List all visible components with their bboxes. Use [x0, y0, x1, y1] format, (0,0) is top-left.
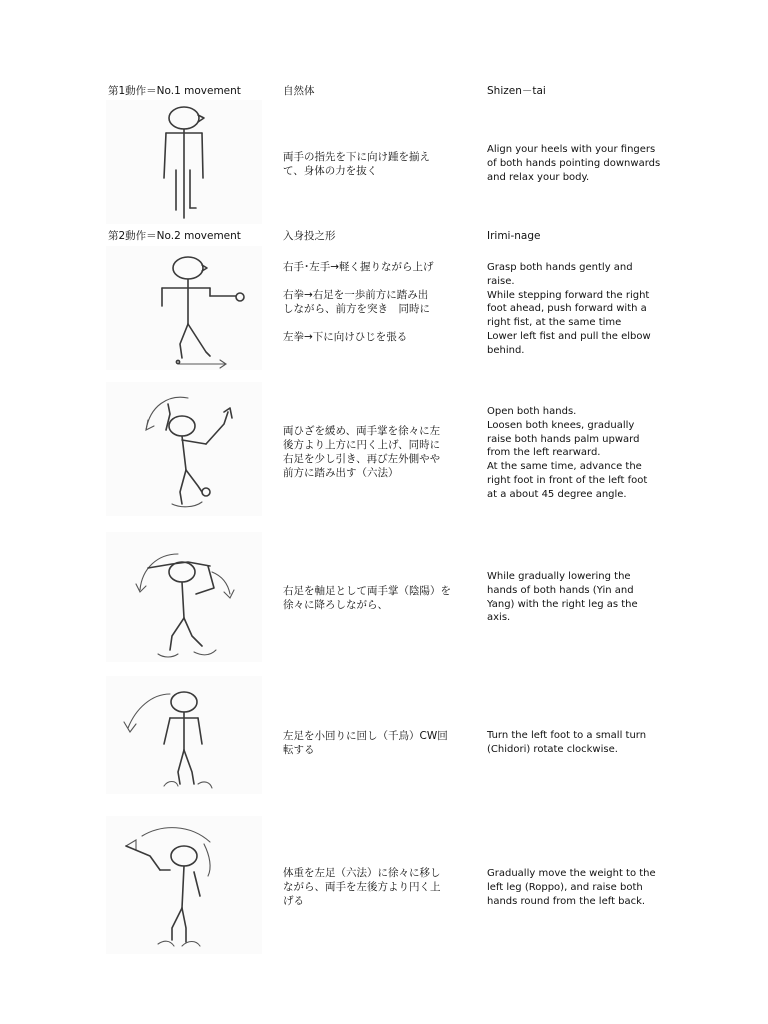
step-3-jp-text: 両ひざを緩め、両手掌を徐々に左 後方より上方に円く上げ、同時に 右足を少し引き、再び左外側やや 前方に踏み出す（六法）: [283, 425, 441, 479]
step-4-jp-text: 右足を軸足として両手掌（陰陽）を 徐々に降ろしながら、: [283, 585, 451, 611]
stick-figure-standing: [106, 100, 262, 224]
step-2-jp-group-2: 右拳→右足を一歩前方に踏み出 しながら、前方を突き 同時に: [283, 289, 430, 315]
stick-figure-raise-hands: [106, 382, 262, 516]
step-2-figure: [106, 246, 262, 370]
step-2-en-text: Grasp both hands gently and raise. While stepping forward the right foot ahead, push forward with a right fist, at the same time Lower left fist and pull the elbow behind.: [487, 262, 651, 356]
step-6-jp-text: 体重を左足（六法）に徐々に移し ながら、両手を左後方より円く上 げる: [283, 867, 441, 907]
step-2-jp-group-3: 左拳→下に向けひじを張る: [283, 331, 408, 343]
stick-figure-lowering-hands: [106, 532, 262, 662]
step-1-en-text: Align your heels with your fingers of both hands pointing downwards and relax your body.: [487, 144, 661, 183]
stick-figure-weight-shift: [106, 816, 262, 954]
step-5-figure: [106, 676, 262, 794]
step-4-figure: [106, 532, 262, 662]
stick-figure-chidori-turn: [106, 676, 262, 794]
step-2-jp-group-1: 右手･左手→軽く握りながら上げ: [283, 261, 434, 273]
step-1-figure: [106, 100, 262, 224]
movement-1-jp-name: 自然体: [283, 85, 315, 97]
step-3-en-text: Open both hands. Loosen both knees, gradually raise both hands palm upward from the left rearward. At the same time, advance the right foot in front of the left foot at a about 45 degree angle.: [487, 406, 648, 500]
movement-2-en-name: Irimi-nage: [487, 230, 541, 242]
movement-2-jp-name: 入身投之形: [283, 230, 336, 242]
movement-2-label: 第2動作＝No.2 movement: [108, 230, 241, 242]
step-5-jp-text: 左足を小回りに回し（千鳥）CW回 転する: [283, 730, 448, 756]
step-5-en-text: Turn the left foot to a small turn (Chidori) rotate clockwise.: [487, 730, 647, 755]
step-1-jp-text: 両手の指先を下に向け踵を揃え て、身体の力を抜く: [283, 151, 430, 177]
step-2-jp-text: [283, 260, 473, 344]
step-4-en-text: While gradually lowering the hands of both hands (Yin and Yang) with the right leg as the axis.: [487, 571, 638, 624]
movement-1-label: 第1動作＝No.1 movement: [108, 85, 241, 97]
step-3-figure: [106, 382, 262, 516]
stick-figure-punch: [106, 246, 262, 370]
step-6-figure: [106, 816, 262, 954]
movement-1-en-name: Shizen－tai: [487, 85, 546, 97]
step-6-en-text: Gradually move the weight to the left leg (Roppo), and raise both hands round from the left back.: [487, 868, 656, 907]
